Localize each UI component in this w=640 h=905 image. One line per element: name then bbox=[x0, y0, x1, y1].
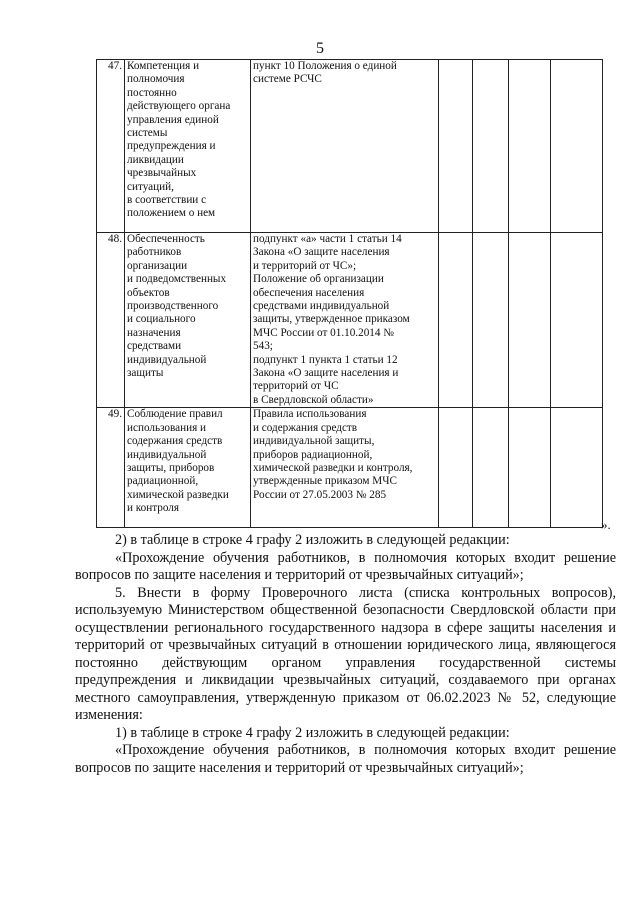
requirement-cell bbox=[125, 60, 251, 233]
requirement-cell bbox=[125, 408, 251, 528]
paragraph: «Прохождение обучения работников, в полномочия которых входит решение вопросов по защите населения и территорий от чрезвычайных ситуаций»; bbox=[75, 549, 616, 583]
empty-answer-cell bbox=[509, 408, 551, 528]
empty-answer-cell bbox=[551, 408, 603, 528]
requirement-line: действующего органа bbox=[127, 100, 231, 113]
reference-line: территорий от ЧС bbox=[253, 380, 339, 393]
paragraph: 5. Внести в форму Проверочного листа (списка контрольных вопросов), используемую Министерством общественной безопасности Свердловской области при осуществлении регионального государственного надзора в сфере защиты населения и территорий от чрезвычайных ситуаций в отношении юридического лица, являющегося постоянно действующим органом управления государственной системы предупреждения и ликвидации чрезвычайных ситуаций, создаваемого при органах местного самоуправления, утвержденную приказом от 06.02.2023 № 52, следующие изменения: bbox=[75, 584, 616, 723]
checklist-table bbox=[96, 59, 603, 528]
requirement-line: Соблюдение правил bbox=[127, 408, 223, 421]
reference-line: Положение об организации bbox=[253, 273, 384, 286]
requirement-line: в соответствии с bbox=[127, 194, 207, 207]
empty-answer-cell bbox=[551, 60, 603, 233]
reference-line: МЧС России от 01.10.2014 № bbox=[253, 326, 394, 339]
empty-answer-cell bbox=[439, 60, 473, 233]
requirement-line: радиационной, bbox=[127, 475, 199, 488]
page-number: 5 bbox=[316, 40, 324, 57]
requirement-line: и подведомственных bbox=[127, 273, 227, 286]
table-row bbox=[97, 60, 603, 233]
row-number: 49. bbox=[97, 408, 125, 528]
empty-answer-cell bbox=[473, 60, 509, 233]
requirement-line: ситуаций, bbox=[127, 180, 174, 193]
empty-answer-cell bbox=[509, 233, 551, 408]
reference-line: пункт 10 Положения о единой bbox=[253, 60, 397, 72]
empty-answer-cell bbox=[439, 233, 473, 408]
paragraph: 2) в таблице в строке 4 графу 2 изложить в следующей редакции: bbox=[115, 532, 510, 548]
requirement-line: полномочия bbox=[127, 73, 185, 86]
requirement-line: содержания средств bbox=[127, 435, 223, 448]
reference-line: Правила использования bbox=[253, 408, 367, 421]
requirement-line: предупреждения и bbox=[127, 140, 216, 153]
reference-line: подпункт «а» части 1 статьи 14 bbox=[253, 233, 402, 245]
requirement-line: постоянно bbox=[127, 86, 177, 99]
requirement-line: управления единой bbox=[127, 113, 219, 126]
reference-line: Закона «О защите населения и bbox=[253, 367, 399, 380]
requirement-line: индивидуальной bbox=[127, 353, 207, 366]
empty-answer-cell bbox=[439, 408, 473, 528]
reference-cell bbox=[251, 408, 439, 528]
paragraph: 1) в таблице в строке 4 графу 2 изложить в следующей редакции: bbox=[115, 724, 510, 741]
reference-cell bbox=[251, 60, 439, 233]
reference-line: России от 27.05.2003 № 285 bbox=[253, 488, 387, 501]
reference-line: подпункт 1 пункта 1 статьи 12 bbox=[253, 353, 398, 366]
reference-line: защиты, утвержденное приказом bbox=[253, 313, 410, 326]
requirement-line: индивидуальной bbox=[127, 448, 207, 461]
requirement-line: назначения bbox=[127, 326, 181, 339]
table-row bbox=[97, 233, 603, 408]
table-row bbox=[97, 408, 603, 528]
empty-answer-cell bbox=[551, 233, 603, 408]
reference-line: системе РСЧС bbox=[253, 73, 322, 86]
reference-cell bbox=[251, 233, 439, 408]
reference-line: 543; bbox=[253, 340, 273, 353]
reference-line: Закона «О защите населения bbox=[253, 246, 390, 259]
amendment-text bbox=[75, 532, 616, 777]
requirement-line: объектов bbox=[127, 286, 170, 299]
paragraph: «Прохождение обучения работников, в полномочия которых входит решение вопросов по защите населения и территорий от чрезвычайных ситуаций»; bbox=[75, 742, 616, 776]
requirement-cell bbox=[125, 233, 251, 408]
requirement-line: организации bbox=[127, 259, 188, 272]
requirement-line: производственного bbox=[127, 300, 219, 313]
empty-answer-cell bbox=[509, 60, 551, 233]
requirement-line: использования и bbox=[127, 421, 207, 434]
requirement-line: чрезвычайных bbox=[127, 167, 197, 180]
reference-line: индивидуальной защиты, bbox=[253, 435, 375, 448]
reference-line: и содержания средств bbox=[253, 421, 358, 434]
empty-answer-cell bbox=[473, 233, 509, 408]
requirement-line: и контроля bbox=[127, 502, 180, 515]
reference-line: средствами индивидуальной bbox=[253, 300, 390, 313]
row-number: 47. bbox=[97, 60, 125, 233]
requirement-line: Компетенция и bbox=[127, 60, 200, 72]
reference-line: химической разведки и контроля, bbox=[253, 461, 413, 474]
reference-line: утвержденные приказом МЧС bbox=[253, 475, 397, 488]
reference-line: и территорий от ЧС»; bbox=[253, 259, 357, 272]
requirement-line: Обеспеченность bbox=[127, 233, 205, 245]
reference-line: обеспечения населения bbox=[253, 286, 365, 299]
row-number: 48. bbox=[97, 233, 125, 408]
closing-quote: ». bbox=[601, 517, 611, 532]
requirement-line: химической разведки bbox=[127, 488, 229, 501]
requirement-line: ликвидации bbox=[127, 153, 184, 166]
requirement-line: средствами bbox=[127, 340, 182, 353]
reference-line: в Свердловской области» bbox=[253, 393, 374, 406]
reference-line: приборов радиационной, bbox=[253, 448, 373, 461]
requirement-line: системы bbox=[127, 127, 168, 140]
requirement-line: защиты bbox=[127, 367, 164, 380]
requirement-line: защиты, приборов bbox=[127, 461, 215, 474]
empty-answer-cell bbox=[473, 408, 509, 528]
requirement-line: работников bbox=[127, 246, 182, 259]
requirement-line: положением о нем bbox=[127, 207, 216, 220]
requirement-line: и социального bbox=[127, 313, 196, 326]
